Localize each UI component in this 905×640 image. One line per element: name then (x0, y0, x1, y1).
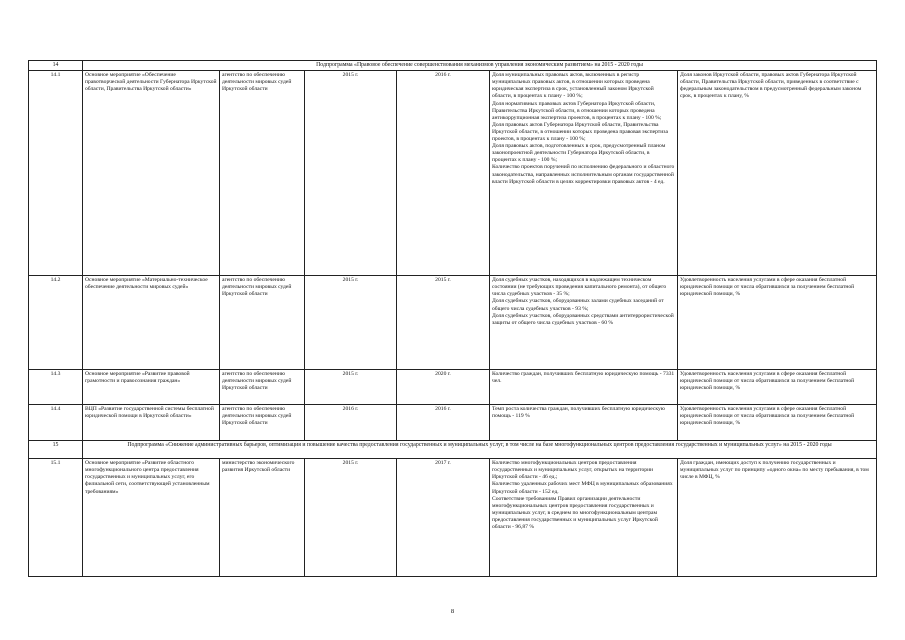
row-number: 14.3 (29, 370, 83, 405)
subprogram-row (29, 61, 877, 71)
document-sheet (28, 60, 876, 577)
executor-cell: агентство по обеспечению деятельности мировых судей Иркутской области (220, 71, 305, 276)
table-row (29, 459, 877, 577)
page-number: 8 (450, 608, 455, 615)
measure-cell: Основное мероприятие «Материально-техническое обеспечение деятельности мировых судей» (83, 276, 220, 370)
end-year-cell: 2016 г. (397, 71, 490, 276)
start-year-cell: 2015 г. (305, 71, 397, 276)
table-row (29, 276, 877, 370)
result-cell: Количество граждан, получивших бесплатную юридическую помощь - 7331 чел. (490, 370, 678, 405)
indicator-cell: Удовлетворенность населения услугами в сфере оказания бесплатной юридической помощи от числа обратившихся за получением бесплатной юридической помощи, % (678, 405, 877, 441)
indicator-cell: Удовлетворенность населения услугами в сфере оказания бесплатной юридической помощи от числа обратившихся за получением бесплатной юридической помощи, % (678, 370, 877, 405)
end-year-cell: 2016 г. (397, 405, 490, 441)
measure-cell: Основное мероприятие «Развитие областного многофункционального центра предоставления государственных и муниципальных услуг, его филиальной сети, соответствующей установленным требованиям» (83, 459, 220, 577)
measure-cell: Основное мероприятие «Обеспечение правотворческой деятельности Губернатора Иркутской области, Правительства Иркутской области» (83, 71, 220, 276)
table-row (29, 370, 877, 405)
row-number: 14 (29, 61, 83, 71)
start-year-cell: 2016 г. (305, 405, 397, 441)
executor-cell: агентство по обеспечению деятельности мировых судей Иркутской области (220, 276, 305, 370)
subprogram-row (29, 441, 877, 459)
result-cell: Темп роста количества граждан, получивших бесплатную юридическую помощь - 119 % (490, 405, 678, 441)
executor-cell: агентство по обеспечению деятельности мировых судей Иркутской области (220, 370, 305, 405)
measure-cell: Основное мероприятие «Развитие правовой грамотности и правосознания граждан» (83, 370, 220, 405)
result-cell: Количество многофункциональных центров предоставления государственных и муниципальных услуг, открытых на территории Иркутской области - 46 ед.; Количество удаленных рабочих мест МФЦ в муниципальных образованиях Иркутской области - 152 ед. Соответствие требованиям Правил организации деятельности многофункциональных центров предоставления государственных и муниципальных услуг, в среднем по многофункциональным центрам предоставления государственных и муниципальных услуг Иркутской области - 96,87 % (490, 459, 678, 577)
result-cell: Доля муниципальных правовых актов, включенных в регистр муниципальных правовых актов, в отношении которых проведена юридическая экспертиза в срок, установленный законом Иркутской области, в процентах к плану - 100 %; Доля нормативных правовых актов Губернатора Иркутской области, Правительства Иркутской области, в отношении которых проведена антикоррупционная экспертиза проектов, в процентах к плану - 100 %; Доля правовых актов Губернатора Иркутской области, Правительства Иркутской области, в отношении которых проведена правовая экспертиза проектов, в процентах к плану - 100 %; Доля правовых актов, подготовленных в срок, предусмотренный планом законопроектной деятельности Губернатора Иркутской области, в процентах к плану - 100 %; Количество проектов поручений по исполнению федерального и областного законодательства, направленных исполнительным органам государственной власти Иркутской области в целях корректировки правовых актов - 4 ед. (490, 71, 678, 276)
indicator-cell: Доля законов Иркутской области, правовых актов Губернатора Иркутской области, Правительства Иркутской области, приведенных в соответствие с федеральным законодательством в предусмотренный федеральным законом срок, в процентах к плану, % (678, 71, 877, 276)
indicator-cell: Доля граждан, имеющих доступ к получению государственных и муниципальных услуг по принципу «одного окна» по месту пребывания, в том числе в МФЦ, % (678, 459, 877, 577)
row-number: 14.4 (29, 405, 83, 441)
executor-cell: агентство по обеспечению деятельности мировых судей Иркутской области (220, 405, 305, 441)
row-number: 14.1 (29, 71, 83, 276)
end-year-cell: 2017 г. (397, 459, 490, 577)
start-year-cell: 2015 г. (305, 276, 397, 370)
table-row (29, 71, 877, 276)
end-year-cell: 2020 г. (397, 370, 490, 405)
start-year-cell: 2015 г. (305, 459, 397, 577)
subprogram-title: Подпрограмма «Правовое обеспечение совершенствования механизмов управления экономическим развитием» на 2015 - 2020 годы (83, 61, 877, 71)
result-cell: Доля судебных участков, находящихся в надлежащем техническом состоянии (не требующих проведения капитального ремонта), от общего числа судебных участков - 35 %; Доля судебных участков, оборудованных залами судебных заседаний от общего числа судебных участков - 93 %; Доля судебных участков, оборудованных средствами антитеррористической защиты от общего числа судебных участков - 60 % (490, 276, 678, 370)
row-number: 14.2 (29, 276, 83, 370)
subprogram-title: Подпрограмма «Снижение административных барьеров, оптимизация и повышение качества предоставления государственных и муниципальных услуг, в том числе на базе многофункциональных центров предоставления государственных и муниципальных услуг» на 2015 - 2020 годы (83, 441, 877, 459)
table-row (29, 405, 877, 441)
executor-cell: министерство экономического развития Иркутской области (220, 459, 305, 577)
start-year-cell: 2015 г. (305, 370, 397, 405)
measure-cell: ВЦП «Развитие государственной системы бесплатной юридической помощи в Иркутской области» (83, 405, 220, 441)
indicator-cell: Удовлетворенность населения услугами в сфере оказания бесплатной юридической помощи от числа обратившихся за получением бесплатной юридической помощи, % (678, 276, 877, 370)
row-number: 15 (29, 441, 83, 459)
end-year-cell: 2015 г. (397, 276, 490, 370)
program-table (28, 60, 877, 577)
row-number: 15.1 (29, 459, 83, 577)
